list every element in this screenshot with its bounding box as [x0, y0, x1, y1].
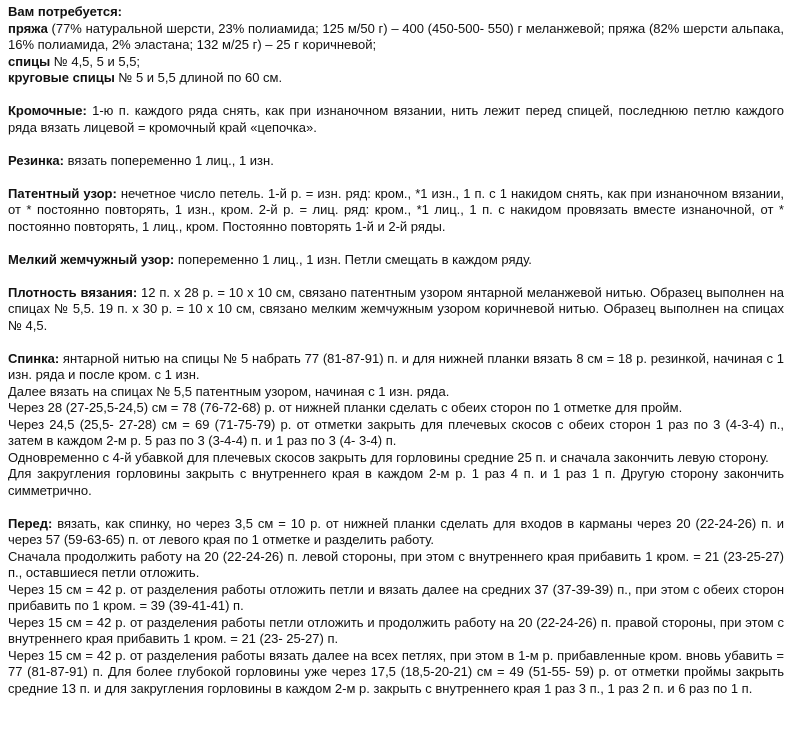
pearl-pattern-label: Мелкий жемчужный узор:: [8, 251, 175, 267]
materials-paragraph: [8, 21, 784, 54]
rib-text: вязать попеременно 1 лиц., 1 изн.: [63, 152, 274, 168]
needles-line: [8, 54, 784, 71]
back-line: Для закругления горловины закрыть с внутреннего края в каждом 2-м р. 1 раз 4 п. и 1 раз 1 п. Другую сторону закончить симметрично.: [8, 466, 784, 498]
edge-stitches-label: Кромочные:: [8, 103, 87, 118]
edge-stitches-text: 1-ю п. каждого ряда снять, как при изнаночном вязании, нить лежит перед спицей, последнюю петлю каждого ряда вязать лицевой = кромочный край «цепочка».: [8, 103, 784, 135]
back-paragraph: [8, 351, 784, 384]
materials-heading: Вам потребуется:: [8, 4, 122, 19]
yarn-text: (77% натуральной шерсти, 23% полиамида; 125 м/50 г) – 400 (450-500- 550) г меланжевой; пряжа (82% шерсти альпака, 16% полиамида, 2% эластана; 132 м/25 г) – 25 г коричневой;: [8, 20, 784, 52]
circular-needles-line: [8, 70, 784, 87]
back-line: Одновременно с 4-й убавкой для плечевых скосов закрыть для горловины средние 25 п. и сначала закончить левую сторону.: [8, 449, 769, 465]
front-label: Перед:: [8, 515, 53, 531]
rib-paragraph: [8, 153, 784, 170]
front-paragraph: [8, 516, 784, 549]
circular-needles-label: круговые спицы: [8, 70, 115, 85]
rib-label: Резинка:: [8, 152, 64, 168]
patent-pattern-paragraph: [8, 186, 784, 236]
needles-label: спицы: [8, 53, 51, 69]
back-text: янтарной нитью на спицы № 5 набрать 77 (81-87-91) п. и для нижней планки вязать 8 см = 18 р. резинкой, начиная с 1 изн. ряда и после кром. с 1 изн.: [8, 350, 784, 382]
density-paragraph: [8, 285, 784, 335]
front-line: Через 15 см = 42 р. от разделения работы вязать далее на всех петлях, при этом в 1-м р. прибавленные кром. вновь убавить = 77 (81-87-91) п. Для более глубокой горловины уже через 17,5 (18,5-20-21) см = 49 (51-55- 59) р. от отметки проймы закрыть средние 13 п. и для закругления горловины в каждом 2-м р. закрыть с внутреннего края 1 раз 3 п., 1 раз 2 п. и 6 раз по 1 п.: [8, 647, 784, 696]
edge-stitches-paragraph: [8, 103, 784, 136]
front-line: Сначала продолжить работу на 20 (22-24-26) п. левой стороны, при этом с внутреннего края прибавить 1 кром. = 21 (23-25-27) п., оставшиеся петли отложить.: [8, 548, 784, 580]
back-line: Через 28 (27-25,5-24,5) см = 78 (76-72-68) р. от нижней планки сделать с обеих сторон по 1 отметке для пройм.: [8, 400, 683, 415]
density-text: 12 п. х 28 р. = 10 х 10 см, связано патентным узором янтарной меланжевой нитью. Образец выполнен на спицах № 5,5. 19 п. х 30 р. = 10 х 10 см, связано мелким жемчужным узором коричневой нитью. Образец выполнен на спицах № 4,5.: [8, 284, 784, 333]
density-label: Плотность вязания:: [8, 284, 138, 300]
front-line: Через 15 см = 42 р. от разделения работы отложить петли и вязать далее на средних 37 (37-39-39) п., при этом с обеих сторон прибавить по 1 кром. = 39 (39-41-41) п.: [8, 581, 784, 613]
back-line: Далее вязать на спицах № 5,5 патентным узором, начиная с 1 изн. ряда.: [8, 383, 450, 399]
front-text: вязать, как спинку, но через 3,5 см = 10 р. от нижней планки сделать для входов в карманы через 20 (22-24-26) п. и через 57 (59-63-65) п. от левого края по 1 отметке и разделить работу.: [8, 515, 784, 547]
back-label: Спинка:: [8, 350, 60, 366]
back-line: Через 24,5 (25,5- 27-28) см = 69 (71-75-79) р. от отметки закрыть для плечевых скосов с обеих сторон 1 раз по 3 (4-3-4) п., затем в каждом 2-м р. 5 раз по 3 (3-4-4) п. и 1 раз по 3 (4- 3-4) п.: [8, 416, 784, 448]
pearl-pattern-paragraph: [8, 252, 784, 269]
circular-needles-text: № 5 и 5,5 длиной по 60 см.: [114, 70, 283, 85]
needles-text: № 4,5, 5 и 5,5;: [50, 53, 141, 69]
yarn-label: пряжа: [8, 20, 48, 36]
pearl-pattern-text: попеременно 1 лиц., 1 изн. Петли смещать в каждом ряду.: [174, 251, 532, 267]
front-line: Через 15 см = 42 р. от разделения работы петли отложить и продолжить работу на 20 (22-24-26) п. правой стороны, при этом с внутреннего края прибавить 1 кром. = 21 (23- 25-27) п.: [8, 614, 784, 646]
patent-pattern-label: Патентный узор:: [8, 185, 117, 201]
patent-pattern-text: нечетное число петель. 1-й р. = изн. ряд: кром., *1 изн., 1 п. с 1 накидом снять, как при изнаночном вязании, от * постоянно повторять, 1 изн., кром. 2-й р. = лиц. ряд: кром., *1 лиц., 1 п. с накидом провязать вместе изнаночной, от * постоянно повторять, 1 лиц., кром. Постоянно повторять 1-й и 2-й ряды.: [8, 185, 785, 234]
